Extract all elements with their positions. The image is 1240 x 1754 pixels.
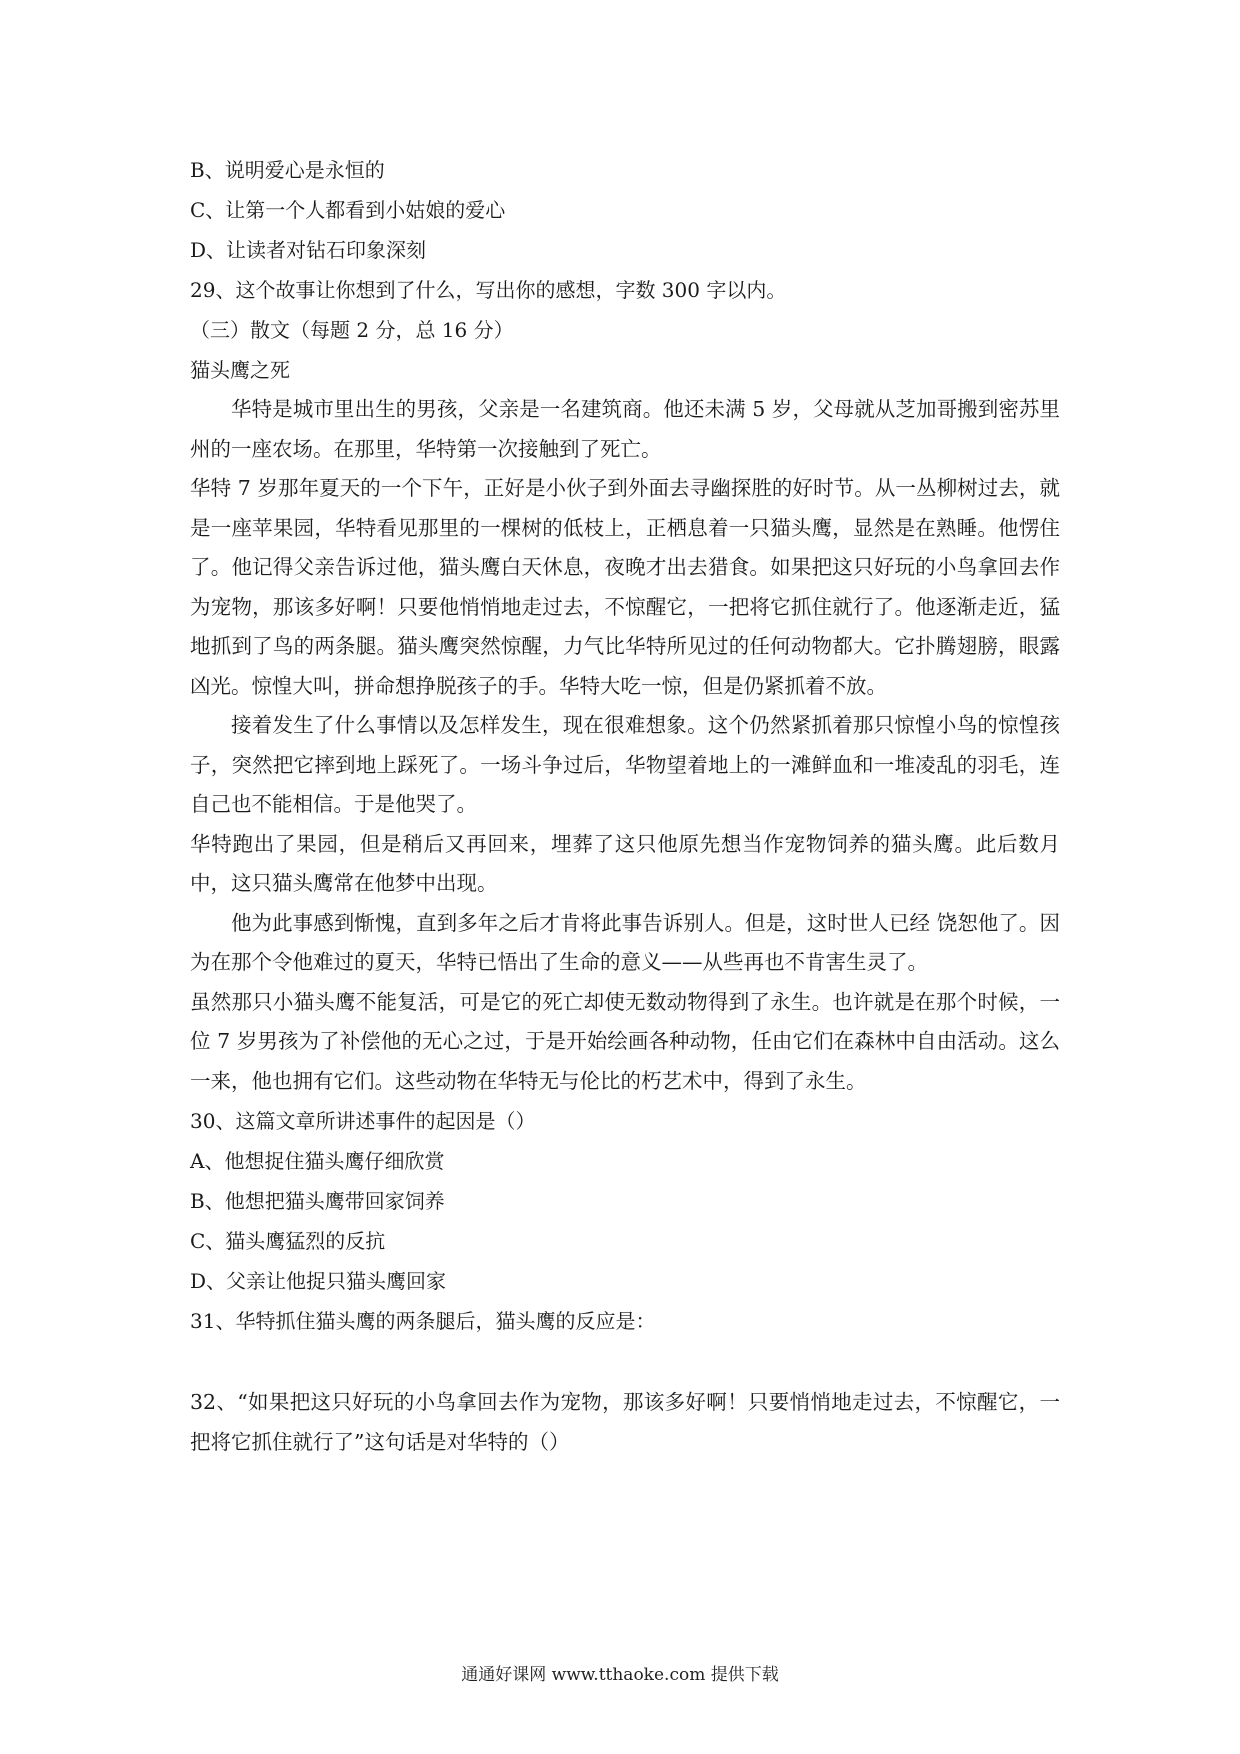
q30-option-d: D、父亲让他捉只猫头鹰回家 (190, 1269, 447, 1293)
essay-paragraph-3: 接着发生了什么事情以及怎样发生，现在很难想象。这个仍然紧抓着那只惊惶小鸟的惊惶孩子，突然把它摔到地上踩死了。一场斗争过后，华物望着地上的一滩鲜血和一堆凌乱的羽毛，连自己也不能相信。于是他哭了。 (190, 713, 1060, 816)
essay-paragraph-4: 华特跑出了果园，但是稍后又再回来，埋葬了这只他原先想当作宠物饲养的猫头鹰。此后数月中，这只猫头鹰常在他梦中出现。 (190, 831, 1060, 895)
question-29: 29、这个故事让你想到了什么，写出你的感想，字数 300 字以内。 (190, 278, 787, 302)
essay-paragraph-6: 虽然那只小猫头鹰不能复活，可是它的死亡却使无数动物得到了永生。也许就是在那个时候，一位 7 岁男孩为了补偿他的无心之过，于是开始绘画各种动物，任由它们在森林中自由活动。这么一来，他也拥有它们。这些动物在华特无与伦比的朽艺术中，得到了永生。 (190, 989, 1060, 1093)
question-30: 30、这篇文章所讲述事件的起因是（） (190, 1109, 536, 1133)
section-header: （三）散文（每题 2 分，总 16 分） (190, 318, 514, 342)
essay-paragraph-1: 华特是城市里出生的男孩，父亲是一名建筑商。他还未满 5 岁，父母就从芝加哥搬到密苏里州的一座农场。在那里，华特第一次接触到了死亡。 (190, 397, 1060, 461)
essay-title: 猫头鹰之死 (190, 358, 290, 382)
q30-option-c: C、猫头鹰猛烈的反抗 (190, 1229, 386, 1253)
q28-option-d: D、让读者对钻石印象深刻 (190, 238, 427, 262)
question-32: 32、“如果把这只好玩的小鸟拿回去作为宠物，那该多好啊！只要悄悄地走过去，不惊醒它，一把将它抓住就行了”这句话是对华特的（） (190, 1390, 1060, 1454)
q28-option-b: B、说明爱心是永恒的 (190, 158, 385, 182)
essay-paragraph-5: 他为此事感到惭愧，直到多年之后才肯将此事告诉别人。但是，这时世人已经 饶恕他了。因为在那个令他难过的夏天，华特已悟出了生命的意义——从些再也不肯害生灵了。 (190, 910, 1060, 974)
q30-option-b: B、他想把猫头鹰带回家饲养 (190, 1189, 445, 1213)
document-page (190, 150, 1060, 1462)
answer-space (190, 1341, 1060, 1383)
q28-option-c: C、让第一个人都看到小姑娘的爱心 (190, 198, 506, 222)
q30-option-a: A、他想捉住猫头鹰仔细欣赏 (190, 1149, 445, 1173)
footer-source: 通通好课网 www.tthaoke.com 提供下载 (461, 1665, 779, 1685)
question-31: 31、华特抓住猫头鹰的两条腿后，猫头鹰的反应是： (190, 1309, 656, 1333)
essay-paragraph-2: 华特 7 岁那年夏天的一个下午，正好是小伙子到外面去寻幽探胜的好时节。从一丛柳树过去，就是一座苹果园，华特看见那里的一棵树的低枝上，正栖息着一只猫头鹰，显然是在熟睡。他愣住了。他记得父亲告诉过他，猫头鹰白天休息，夜晚才出去猎食。如果把这只好玩的小鸟拿回去作为宠物，那该多好啊！只要他悄悄地走过去，不惊醒它，一把将它抓住就行了。他逐渐走近，猛地抓到了鸟的两条腿。猫头鹰突然惊醒，力气比华特所见过的任何动物都大。它扑腾翅膀，眼露凶光。惊惶大叫，拼命想挣脱孩子的手。华特大吃一惊，但是仍紧抓着不放。 (190, 476, 1060, 698)
